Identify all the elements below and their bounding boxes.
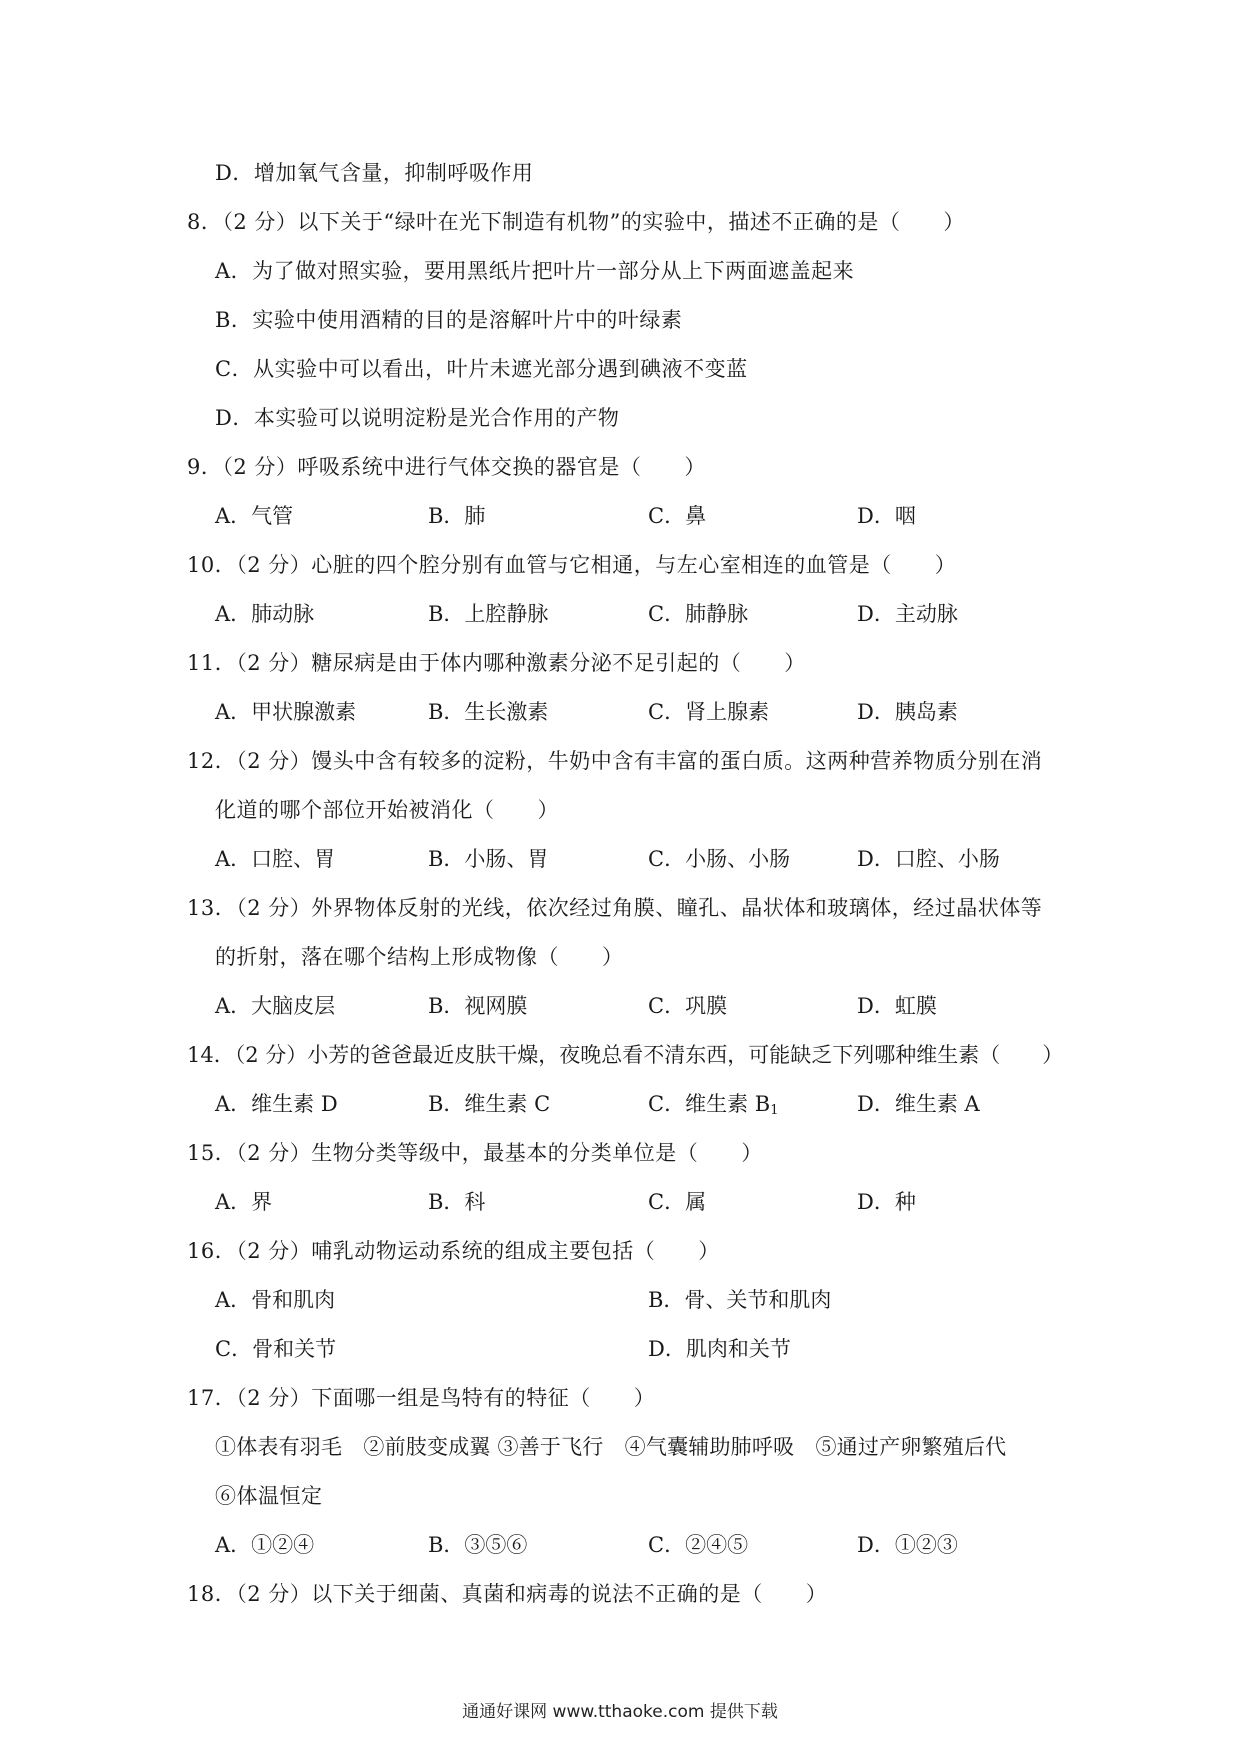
q9-stem: 9．（2 分）呼吸系统中进行气体交换的器官是（ ）	[187, 455, 706, 479]
q7-option-d: D．增加氧气含量，抑制呼吸作用	[215, 161, 534, 185]
q9-option-d: D．咽	[857, 504, 916, 528]
q12-stem-line2: 化道的哪个部位开始被消化（ ）	[215, 798, 559, 822]
q11-option-c: C．肾上腺素	[648, 700, 770, 724]
q12-option-d: D．口腔、小肠	[857, 847, 1000, 871]
q10-option-a: A．肺动脉	[215, 602, 315, 626]
q13-option-b: B．视网膜	[428, 994, 528, 1018]
q8-option-b: B．实验中使用酒精的目的是溶解叶片中的叶绿素	[215, 308, 683, 332]
q17-option-c: C．②④⑤	[648, 1533, 749, 1557]
q14-option-a: A．维生素 D	[215, 1092, 338, 1116]
q8-option-c: C．从实验中可以看出，叶片未遮光部分遇到碘液不变蓝	[215, 357, 748, 381]
q15-option-c: C．属	[648, 1190, 707, 1214]
q17-stem: 17．（2 分）下面哪一组是鸟特有的特征（ ）	[187, 1386, 656, 1410]
q11-stem: 11．（2 分）糖尿病是由于体内哪种激素分泌不足引起的（ ）	[187, 651, 806, 675]
q10-option-b: B．上腔静脉	[428, 602, 549, 626]
q12-stem-line1: 12．（2 分）馒头中含有较多的淀粉，牛奶中含有丰富的蛋白质。这两种营养物质分别在消	[187, 749, 1043, 773]
q13-option-c: C．巩膜	[648, 994, 728, 1018]
q13-stem-line1: 13．（2 分）外界物体反射的光线，依次经过角膜、瞳孔、晶状体和玻璃体，经过晶状体等	[187, 896, 1043, 920]
q9-option-c: C．鼻	[648, 504, 707, 528]
q12-option-b: B．小肠、胃	[428, 847, 549, 871]
q10-stem: 10．（2 分）心脏的四个腔分别有血管与它相通，与左心室相连的血管是（ ）	[187, 553, 957, 577]
q8-stem: 8．（2 分）以下关于“绿叶在光下制造有机物”的实验中，描述不正确的是（ ）	[187, 210, 965, 234]
q14-option-c	[648, 1090, 778, 1125]
q17-items-line2: ⑥体温恒定	[215, 1484, 323, 1508]
q14-option-d: D．维生素 A	[857, 1092, 980, 1116]
q13-option-a: A．大脑皮层	[215, 994, 336, 1018]
q9-option-a: A．气管	[215, 504, 294, 528]
q8-option-a: A．为了做对照实验，要用黑纸片把叶片一部分从上下两面遮盖起来	[215, 259, 855, 283]
q12-option-a: A．口腔、胃	[215, 847, 336, 871]
q16-option-b: B．骨、关节和肌肉	[648, 1288, 832, 1312]
q16-stem: 16．（2 分）哺乳动物运动系统的组成主要包括（ ）	[187, 1239, 720, 1263]
q14-option-c-text: C．维生素 B	[648, 1092, 771, 1116]
q14-option-c-subscript: 1	[770, 1103, 779, 1118]
q14-stem: 14．（2 分）小芳的爸爸最近皮肤干燥，夜晚总看不清东西，可能缺乏下列哪种维生素（ ）	[187, 1043, 1064, 1067]
q17-option-d: D．①②③	[857, 1533, 958, 1557]
q11-option-a: A．甲状腺激素	[215, 700, 357, 724]
q16-option-c: C．骨和关节	[215, 1337, 337, 1361]
q9-option-b: B．肺	[428, 504, 486, 528]
q13-stem-line2: 的折射，落在哪个结构上形成物像（ ）	[215, 945, 624, 969]
q17-items-line1: ①体表有羽毛 ②前肢变成翼 ③善于飞行 ④气囊辅助肺呼吸 ⑤通过产卵繁殖后代	[215, 1435, 1007, 1459]
q10-option-c: C．肺静脉	[648, 602, 749, 626]
q14-option-b: B．维生素 C	[428, 1092, 551, 1116]
q16-option-a: A．骨和肌肉	[215, 1288, 336, 1312]
q17-option-b: B．③⑤⑥	[428, 1533, 528, 1557]
q11-option-b: B．生长激素	[428, 700, 549, 724]
q12-option-c: C．小肠、小肠	[648, 847, 791, 871]
q15-option-d: D．种	[857, 1190, 916, 1214]
q15-stem: 15．（2 分）生物分类等级中，最基本的分类单位是（ ）	[187, 1141, 763, 1165]
q17-option-a: A．①②④	[215, 1533, 315, 1557]
q11-option-d: D．胰岛素	[857, 700, 958, 724]
q13-option-d: D．虹膜	[857, 994, 937, 1018]
q16-option-d: D．肌肉和关节	[648, 1337, 791, 1361]
q8-option-d: D．本实验可以说明淀粉是光合作用的产物	[215, 406, 620, 430]
page-footer: 通通好课网 www.tthaoke.com 提供下载	[462, 1702, 778, 1722]
q15-option-a: A．界	[215, 1190, 273, 1214]
q18-stem: 18．（2 分）以下关于细菌、真菌和病毒的说法不正确的是（ ）	[187, 1582, 828, 1606]
q15-option-b: B．科	[428, 1190, 486, 1214]
q10-option-d: D．主动脉	[857, 602, 958, 626]
